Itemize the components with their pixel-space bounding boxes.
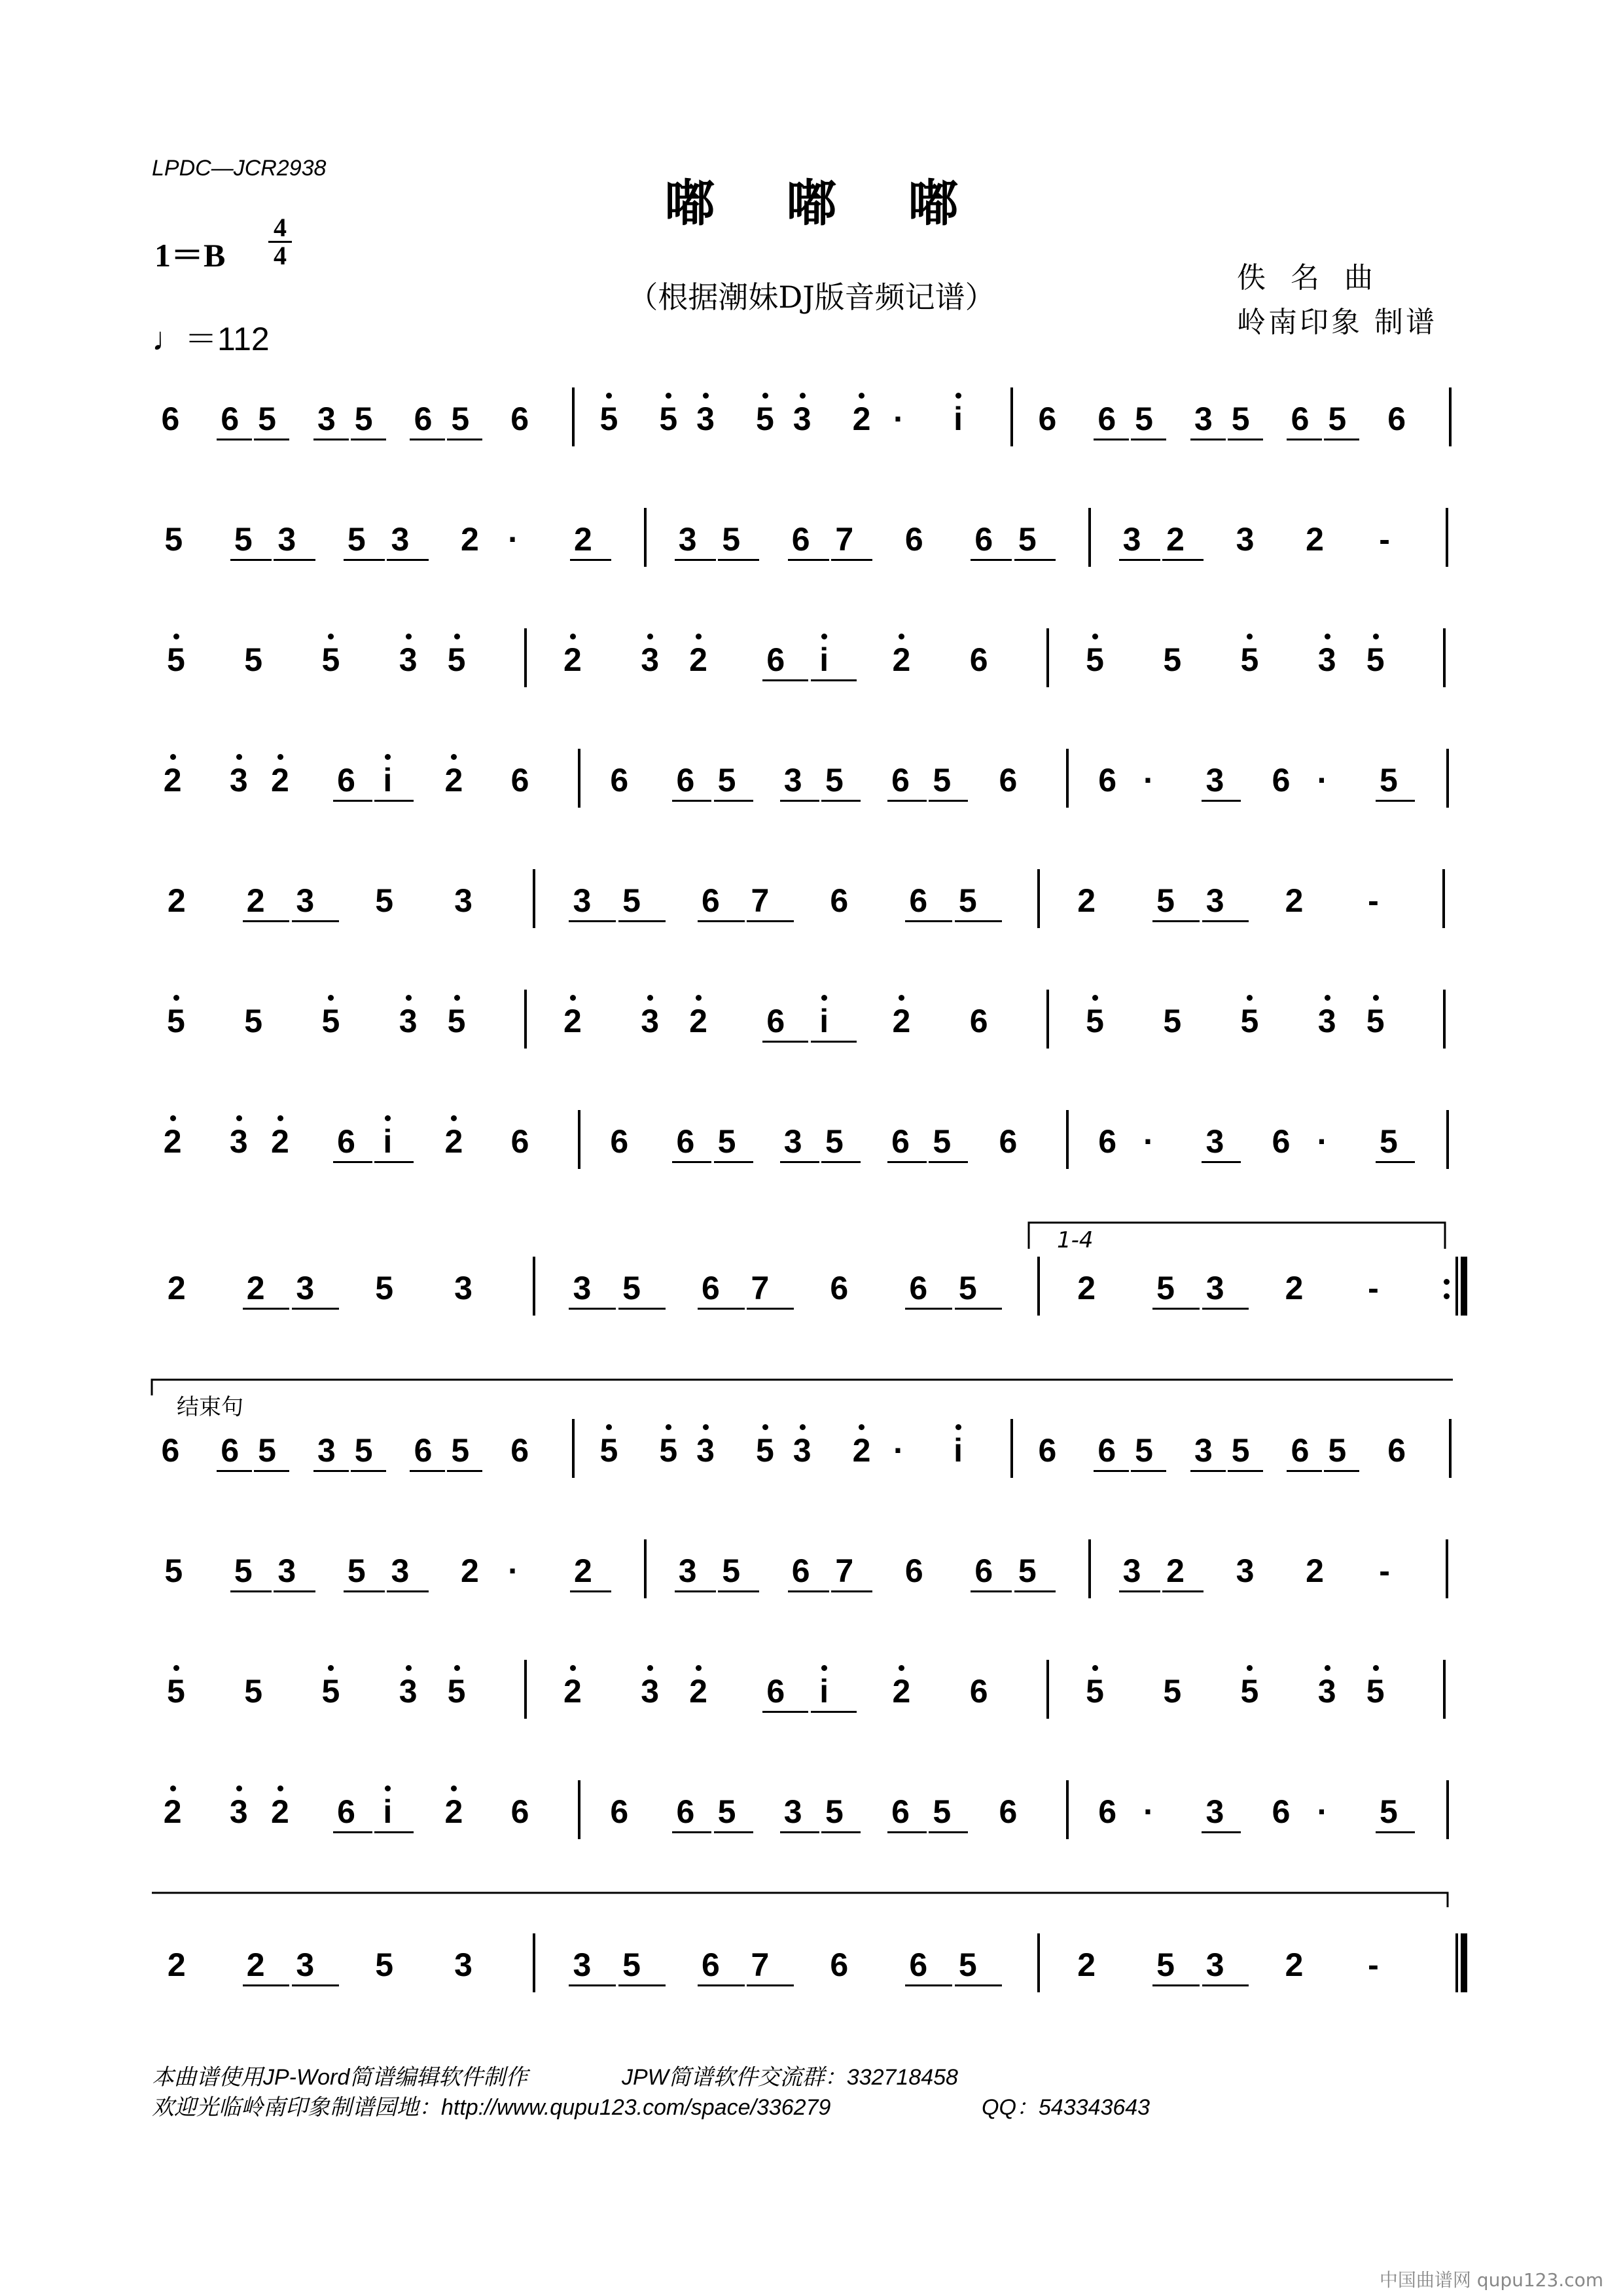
note: 3 <box>1205 762 1224 798</box>
note: 7 <box>835 1552 854 1589</box>
note: 3 <box>1315 1673 1339 1710</box>
note: 6 <box>766 641 785 678</box>
note: 2 <box>561 641 584 678</box>
note: 5 <box>717 1123 736 1160</box>
note: 2 <box>246 882 265 919</box>
note: 2 <box>442 1793 465 1830</box>
note: 6 <box>1272 1793 1291 1830</box>
note: 2 <box>1285 1946 1304 1983</box>
note: 5 <box>244 641 263 678</box>
note: 5 <box>1364 1673 1387 1710</box>
note: 2 <box>687 1003 710 1039</box>
note: 5 <box>319 641 342 678</box>
note: 6 <box>830 1270 849 1306</box>
note: 2 <box>460 1552 479 1589</box>
note: 5 <box>1231 401 1250 437</box>
note: 5 <box>451 1432 470 1469</box>
note: 6 <box>1097 401 1116 437</box>
note: 5 <box>445 641 469 678</box>
note: 5 <box>445 1673 469 1710</box>
note: 3 <box>397 1003 420 1039</box>
note: 6 <box>1098 1793 1116 1830</box>
note: 5 <box>319 1673 342 1710</box>
note: 5 <box>445 1003 469 1039</box>
augmentation-dot: · <box>1317 762 1329 798</box>
final-phrase-bracket <box>152 1893 1448 1907</box>
note: 6 <box>1038 1432 1057 1469</box>
note: i <box>812 1003 836 1039</box>
note: 5 <box>1379 1793 1398 1830</box>
note: 6 <box>510 1432 529 1469</box>
note: 3 <box>317 401 336 437</box>
note: 5 <box>244 1003 263 1039</box>
note: 2 <box>574 1552 592 1589</box>
note: 3 <box>783 1123 802 1160</box>
note: 2 <box>561 1673 584 1710</box>
note: 5 <box>933 1793 952 1830</box>
note: 6 <box>766 1003 785 1039</box>
note: 6 <box>909 1946 928 1983</box>
note: 6 <box>610 1793 629 1830</box>
note: 5 <box>933 1123 952 1160</box>
note: 6 <box>337 1123 355 1160</box>
note: 5 <box>1328 1432 1347 1469</box>
footer-group: JPW简谱软件交流群：332718458 <box>622 2065 958 2090</box>
arranger: 岭南印象 制谱 <box>1237 306 1437 339</box>
note: 5 <box>164 1673 188 1710</box>
tempo-value: ＝112 <box>185 321 270 357</box>
note: 3 <box>317 1432 336 1469</box>
note: 3 <box>783 1793 802 1830</box>
note: 3 <box>391 1552 410 1589</box>
note: 2 <box>1306 521 1324 558</box>
composer: 佚名曲 <box>1237 261 1398 295</box>
note: 7 <box>751 882 770 919</box>
augmentation-dot: · <box>1143 762 1154 798</box>
note: 2 <box>687 1673 710 1710</box>
note: 3 <box>1205 1946 1224 1983</box>
note: 6 <box>969 641 988 678</box>
note: 6 <box>969 1673 988 1710</box>
note: 3 <box>791 401 814 437</box>
note: 2 <box>1077 1270 1096 1306</box>
note: 6 <box>791 1552 810 1589</box>
note: 5 <box>825 1793 844 1830</box>
note: 5 <box>597 401 620 437</box>
note: 5 <box>375 1946 394 1983</box>
quarter-note-icon: ♩ <box>152 321 185 357</box>
note: 3 <box>638 1673 662 1710</box>
note: 3 <box>1122 521 1141 558</box>
note: 5 <box>347 1552 366 1589</box>
note: 3 <box>1205 882 1224 919</box>
augmentation-dot: · <box>1317 1793 1329 1830</box>
augmentation-dot: · <box>1143 1123 1154 1160</box>
note: 6 <box>909 1270 928 1306</box>
note: 5 <box>597 1432 620 1469</box>
note: 6 <box>891 1793 910 1830</box>
note: 2 <box>167 1270 186 1306</box>
note: 2 <box>161 1793 185 1830</box>
note: 2 <box>268 1793 292 1830</box>
note: 5 <box>1163 1673 1182 1710</box>
note: 5 <box>933 762 952 798</box>
note: 3 <box>296 882 315 919</box>
subtitle: （根据潮妹DJ版音频记谱） <box>628 279 995 315</box>
note: 5 <box>347 521 366 558</box>
note: 2 <box>574 521 592 558</box>
note: 5 <box>1379 1123 1398 1160</box>
note: 3 <box>1194 1432 1213 1469</box>
note: 5 <box>1018 521 1037 558</box>
note: 5 <box>1135 1432 1153 1469</box>
note: 6 <box>1098 762 1116 798</box>
note: 2 <box>1285 1270 1304 1306</box>
note: 6 <box>1098 1123 1116 1160</box>
note: 2 <box>167 882 186 919</box>
footer-website: 欢迎光临岭南印象制谱园地：http://www.qupu123.com/space/336279 <box>152 2095 831 2120</box>
note: 3 <box>1194 401 1213 437</box>
note: i <box>376 762 399 798</box>
note: 3 <box>391 521 410 558</box>
note: 2 <box>849 1432 873 1469</box>
dash: - <box>1379 521 1390 558</box>
note: 5 <box>1238 1673 1261 1710</box>
note: 3 <box>694 401 717 437</box>
note: 3 <box>678 1552 697 1589</box>
dash: - <box>1379 1552 1390 1589</box>
note: 6 <box>701 1270 720 1306</box>
note: i <box>376 1793 399 1830</box>
note: 3 <box>277 521 296 558</box>
note: 5 <box>958 1946 977 1983</box>
note: 5 <box>164 1003 188 1039</box>
note: 2 <box>889 1673 913 1710</box>
note: 2 <box>1077 882 1096 919</box>
note: i <box>946 401 970 437</box>
note: 3 <box>454 1270 473 1306</box>
note: 3 <box>454 882 473 919</box>
note: 2 <box>442 762 465 798</box>
time-signature-top: 4 <box>274 213 287 242</box>
note: 6 <box>766 1673 785 1710</box>
note: 6 <box>791 521 810 558</box>
note: 6 <box>1038 401 1057 437</box>
note: 2 <box>1285 882 1304 919</box>
note: i <box>812 641 836 678</box>
note: 5 <box>1018 1552 1037 1589</box>
note: 6 <box>1387 1432 1406 1469</box>
footer-qq: QQ：543343643 <box>982 2095 1150 2120</box>
note: 5 <box>753 1432 777 1469</box>
note: 3 <box>227 1793 251 1830</box>
note: 3 <box>638 1003 662 1039</box>
note: 5 <box>958 1270 977 1306</box>
note: 5 <box>753 401 777 437</box>
note: 5 <box>722 1552 741 1589</box>
note: 6 <box>414 401 433 437</box>
note: 6 <box>909 882 928 919</box>
note: 6 <box>830 1946 849 1983</box>
note: 3 <box>277 1552 296 1589</box>
note: 2 <box>167 1946 186 1983</box>
note: 5 <box>354 401 373 437</box>
note: 3 <box>1205 1270 1224 1306</box>
note: 6 <box>510 1793 529 1830</box>
note: 5 <box>1328 401 1347 437</box>
note: 5 <box>1156 882 1175 919</box>
note: 3 <box>296 1946 315 1983</box>
key-signature: 1＝B <box>154 237 226 274</box>
note: 5 <box>1135 401 1153 437</box>
note: 5 <box>164 521 183 558</box>
note: 5 <box>717 1793 736 1830</box>
note: 6 <box>904 1552 923 1589</box>
score-code: LPDC—JCR2938 <box>152 156 327 181</box>
note: 3 <box>1205 1123 1224 1160</box>
note: 5 <box>451 401 470 437</box>
note: 2 <box>889 641 913 678</box>
ending-bracket <box>152 1380 1453 1395</box>
note: 5 <box>354 1432 373 1469</box>
augmentation-dot: · <box>893 401 904 437</box>
note: 2 <box>246 1946 265 1983</box>
note: 6 <box>830 882 849 919</box>
note: 5 <box>622 882 641 919</box>
note: 6 <box>221 401 240 437</box>
note: 2 <box>561 1003 584 1039</box>
note: 5 <box>717 762 736 798</box>
note: 6 <box>1291 401 1310 437</box>
note: 3 <box>573 1946 592 1983</box>
note: 6 <box>1272 762 1291 798</box>
note: 2 <box>442 1123 465 1160</box>
note: 3 <box>1315 641 1339 678</box>
note: 6 <box>510 1123 529 1160</box>
note: 3 <box>1236 1552 1255 1589</box>
note: 6 <box>999 762 1018 798</box>
note: 5 <box>622 1946 641 1983</box>
note: 6 <box>676 762 695 798</box>
note: 5 <box>825 1123 844 1160</box>
note: 5 <box>1083 1003 1107 1039</box>
dash: - <box>1368 1270 1379 1306</box>
footer-software: 本曲谱使用JP-Word简谱编辑软件制作 <box>152 2065 528 2090</box>
note: 6 <box>999 1123 1018 1160</box>
note: 6 <box>414 1432 433 1469</box>
note: 5 <box>1083 641 1107 678</box>
note: 2 <box>687 641 710 678</box>
note: i <box>946 1432 970 1469</box>
note: 6 <box>1291 1432 1310 1469</box>
note: 6 <box>510 401 529 437</box>
note: 3 <box>573 1270 592 1306</box>
note: 3 <box>1315 1003 1339 1039</box>
note: 5 <box>1163 641 1182 678</box>
note: 6 <box>676 1123 695 1160</box>
note: 6 <box>676 1793 695 1830</box>
note: 3 <box>296 1270 315 1306</box>
note: 5 <box>244 1673 263 1710</box>
note: 7 <box>835 521 854 558</box>
note: 5 <box>319 1003 342 1039</box>
note: 6 <box>999 1793 1018 1830</box>
note: 5 <box>375 1270 394 1306</box>
note: 5 <box>722 521 741 558</box>
note: 2 <box>161 1123 185 1160</box>
note: 6 <box>891 1123 910 1160</box>
note: 6 <box>610 1123 629 1160</box>
note: 3 <box>397 641 420 678</box>
volta-label: 1-4 <box>1057 1227 1094 1253</box>
note: 5 <box>1238 641 1261 678</box>
note: 5 <box>1238 1003 1261 1039</box>
note: 5 <box>258 1432 276 1469</box>
note: 2 <box>460 521 479 558</box>
note: 3 <box>573 882 592 919</box>
note: 5 <box>234 1552 253 1589</box>
note: 5 <box>258 401 276 437</box>
note: 2 <box>1306 1552 1324 1589</box>
note: 5 <box>1156 1946 1175 1983</box>
note: 5 <box>622 1270 641 1306</box>
note: 6 <box>1387 401 1406 437</box>
note: 5 <box>958 882 977 919</box>
dash: - <box>1368 1946 1379 1983</box>
note: 3 <box>783 762 802 798</box>
note: 3 <box>454 1946 473 1983</box>
note: 5 <box>1364 641 1387 678</box>
note: 6 <box>337 1793 355 1830</box>
note: 2 <box>246 1270 265 1306</box>
augmentation-dot: · <box>508 1552 519 1589</box>
note: 2 <box>1077 1946 1096 1983</box>
note: 3 <box>227 762 251 798</box>
note: 5 <box>656 401 680 437</box>
note: 5 <box>1231 1432 1250 1469</box>
note: 2 <box>1166 521 1185 558</box>
note: 6 <box>1272 1123 1291 1160</box>
note: 6 <box>974 521 993 558</box>
song-title: 嘟嘟嘟 <box>665 174 1030 232</box>
note: 3 <box>678 521 697 558</box>
note: 5 <box>1163 1003 1182 1039</box>
note: 6 <box>701 882 720 919</box>
note: 5 <box>1156 1270 1175 1306</box>
note: 6 <box>904 521 923 558</box>
note: 5 <box>375 882 394 919</box>
note: 6 <box>974 1552 993 1589</box>
note: 6 <box>701 1946 720 1983</box>
note: 5 <box>1364 1003 1387 1039</box>
note: 3 <box>694 1432 717 1469</box>
note: 3 <box>791 1432 814 1469</box>
note: 2 <box>889 1003 913 1039</box>
time-signature-bottom: 4 <box>274 241 287 270</box>
augmentation-dot: · <box>1143 1793 1154 1830</box>
note: 2 <box>161 762 185 798</box>
note: i <box>812 1673 836 1710</box>
note: 6 <box>969 1003 988 1039</box>
dash: - <box>1368 882 1379 919</box>
augmentation-dot: · <box>893 1432 904 1469</box>
note: 3 <box>397 1673 420 1710</box>
note: 6 <box>1097 1432 1116 1469</box>
watermark: 中国曲谱网 qupu123.com <box>1379 2269 1603 2291</box>
note: 5 <box>656 1432 680 1469</box>
note: 3 <box>227 1123 251 1160</box>
ending-label: 结束句 <box>177 1394 243 1420</box>
note: 2 <box>268 1123 292 1160</box>
note: 2 <box>849 401 873 437</box>
note: 5 <box>825 762 844 798</box>
note: 5 <box>164 1552 183 1589</box>
note: 6 <box>610 762 629 798</box>
note: 6 <box>337 762 355 798</box>
augmentation-dot: · <box>1317 1123 1329 1160</box>
note: 7 <box>751 1270 770 1306</box>
note: 6 <box>221 1432 240 1469</box>
note: 5 <box>1083 1673 1107 1710</box>
note: 3 <box>1122 1552 1141 1589</box>
note: 6 <box>891 762 910 798</box>
note: 5 <box>164 641 188 678</box>
note: 6 <box>161 401 180 437</box>
note: 5 <box>1379 762 1398 798</box>
note: 6 <box>510 762 529 798</box>
note: 3 <box>1205 1793 1224 1830</box>
note: 2 <box>1166 1552 1185 1589</box>
augmentation-dot: · <box>508 521 519 558</box>
note: 3 <box>1236 521 1255 558</box>
note: 7 <box>751 1946 770 1983</box>
note: i <box>376 1123 399 1160</box>
note: 5 <box>234 521 253 558</box>
note: 3 <box>638 641 662 678</box>
note: 2 <box>268 762 292 798</box>
note: 6 <box>161 1432 180 1469</box>
